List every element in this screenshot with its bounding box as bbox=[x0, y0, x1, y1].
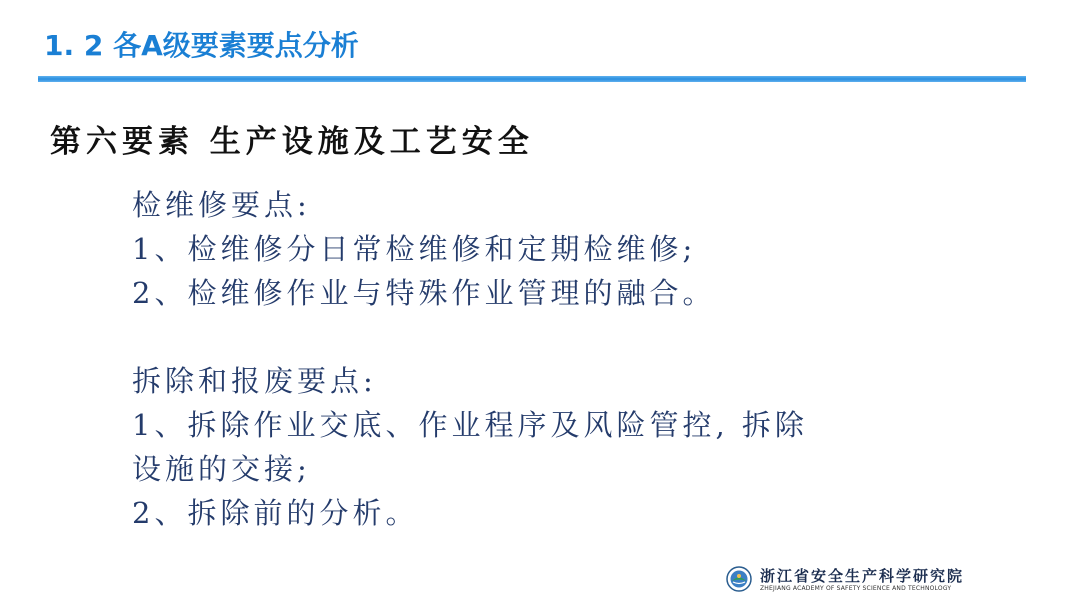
slide-body bbox=[132, 183, 892, 535]
maintenance-item: 1、检维修分日常检维修和定期检维修; bbox=[132, 232, 697, 266]
maintenance-item: 2、检维修作业与特殊作业管理的融合。 bbox=[132, 276, 716, 310]
maintenance-title: 检维修要点: bbox=[132, 188, 311, 222]
title-divider bbox=[38, 76, 1026, 82]
section-heading: 第六要素 生产设施及工艺安全 bbox=[50, 124, 534, 160]
academy-name-english: ZHEJIANG ACADEMY OF SAFETY SCIENCE AND TECHNOLOGY bbox=[760, 585, 952, 592]
demolition-item: 1、拆除作业交底、作业程序及风险管控, 拆除 bbox=[132, 408, 808, 442]
academy-logo bbox=[726, 565, 1026, 595]
academy-name: 浙江省安全生产科学研究院 bbox=[760, 567, 965, 585]
academy-emblem-icon bbox=[726, 566, 752, 592]
demolition-item: 设施的交接; bbox=[132, 452, 311, 486]
demolition-title: 拆除和报废要点: bbox=[132, 364, 377, 398]
slide-title: 1. 2 各A级要素要点分析 bbox=[44, 29, 359, 62]
demolition-item: 2、拆除前的分析。 bbox=[132, 496, 419, 530]
paragraph-gap bbox=[132, 315, 892, 359]
